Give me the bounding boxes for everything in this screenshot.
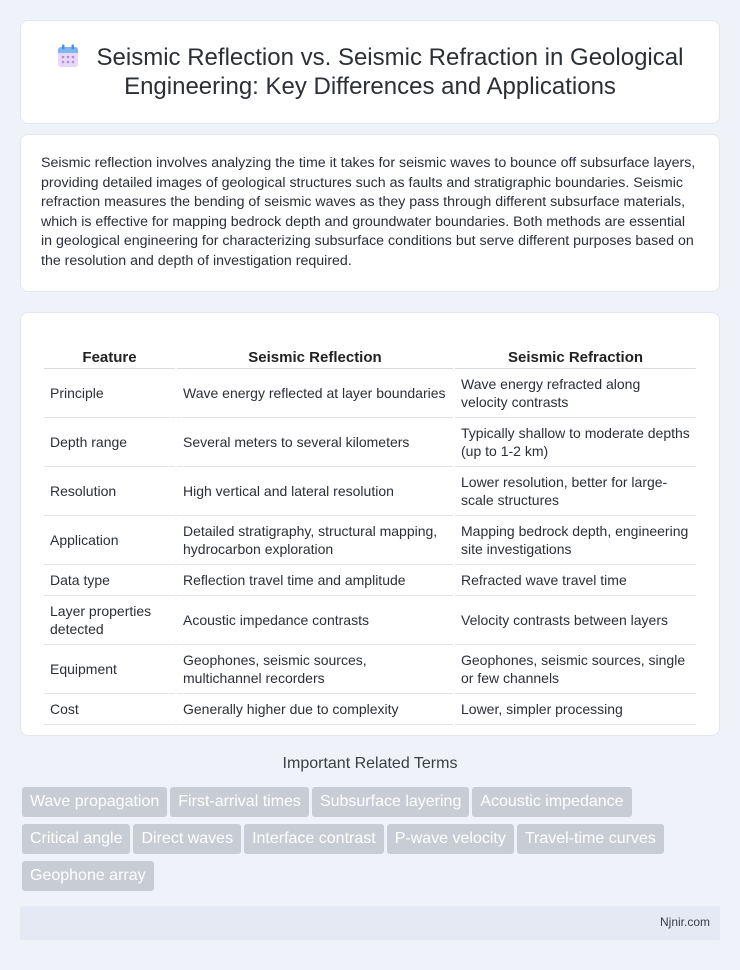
- feature-cell: Data type: [44, 565, 175, 596]
- feature-cell: Cost: [44, 694, 175, 725]
- reflection-cell: Geophones, seismic sources, multichannel recorders: [177, 645, 453, 694]
- table-row: [44, 418, 696, 467]
- tag-direct-waves[interactable]: Direct waves: [133, 824, 241, 854]
- tag-wave-propagation[interactable]: Wave propagation: [22, 787, 167, 817]
- comparison-table: [42, 333, 698, 725]
- table-row: [44, 516, 696, 565]
- feature-cell: Application: [44, 516, 175, 565]
- footer: [20, 906, 720, 940]
- comparison-table-card: [20, 312, 720, 736]
- header-reflection: Seismic Reflection: [177, 333, 453, 369]
- reflection-cell: Reflection travel time and amplitude: [177, 565, 453, 596]
- calendar-icon: [57, 44, 79, 68]
- title-card: [20, 20, 720, 124]
- page-title: [21, 43, 719, 101]
- feature-cell: Layer properties detected: [44, 596, 175, 645]
- tag-travel-time-curves[interactable]: Travel-time curves: [517, 824, 664, 854]
- refraction-cell: Refracted wave travel time: [455, 565, 696, 596]
- table-row: [44, 596, 696, 645]
- header-refraction: Seismic Refraction: [455, 333, 696, 369]
- title-text: Seismic Reflection vs. Seismic Refraction in Geological Engineering: Key Differences and Applications: [96, 44, 684, 100]
- table-header-row: [44, 333, 696, 369]
- refraction-cell: Wave energy refracted along velocity contrasts: [455, 369, 696, 418]
- feature-cell: Depth range: [44, 418, 175, 467]
- intro-card: [20, 134, 720, 292]
- intro-paragraph: Seismic reflection involves analyzing the time it takes for seismic waves to bounce off subsurface layers, providing detailed images of geological structures such as faults and stratigraphic boundaries. Seismic refraction measures the bending of seismic waves as they pass through different subsurface materials, which is effective for mapping bedrock depth and groundwater boundaries. Both methods are essential in geological engineering for characterizing subsurface conditions but serve different purposes based on the resolution and depth of investigation required.: [41, 155, 696, 269]
- related-terms-list: [22, 787, 722, 898]
- related-terms-heading: Important Related Terms: [282, 755, 458, 772]
- table-row: [44, 369, 696, 418]
- feature-cell: Resolution: [44, 467, 175, 516]
- table-row: [44, 694, 696, 725]
- tag-p-wave-velocity[interactable]: P-wave velocity: [387, 824, 514, 854]
- reflection-cell: Wave energy reflected at layer boundaries: [177, 369, 453, 418]
- tag-acoustic-impedance[interactable]: Acoustic impedance: [472, 787, 631, 817]
- refraction-cell: Mapping bedrock depth, engineering site investigations: [455, 516, 696, 565]
- reflection-cell: Acoustic impedance contrasts: [177, 596, 453, 645]
- reflection-cell: High vertical and lateral resolution: [177, 467, 453, 516]
- refraction-cell: Lower resolution, better for large-scale structures: [455, 467, 696, 516]
- refraction-cell: Lower, simpler processing: [455, 694, 696, 725]
- tag-first-arrival-times[interactable]: First-arrival times: [170, 787, 309, 817]
- tag-critical-angle[interactable]: Critical angle: [22, 824, 130, 854]
- refraction-cell: Geophones, seismic sources, single or few channels: [455, 645, 696, 694]
- reflection-cell: Detailed stratigraphy, structural mapping, hydrocarbon exploration: [177, 516, 453, 565]
- feature-cell: Equipment: [44, 645, 175, 694]
- refraction-cell: Velocity contrasts between layers: [455, 596, 696, 645]
- tag-interface-contrast[interactable]: Interface contrast: [244, 824, 384, 854]
- feature-cell: Principle: [44, 369, 175, 418]
- reflection-cell: Generally higher due to complexity: [177, 694, 453, 725]
- table-row: [44, 645, 696, 694]
- reflection-cell: Several meters to several kilometers: [177, 418, 453, 467]
- header-feature: Feature: [44, 333, 175, 369]
- tag-subsurface-layering[interactable]: Subsurface layering: [312, 787, 469, 817]
- table-row: [44, 565, 696, 596]
- footer-site[interactable]: Njnir.com: [659, 915, 710, 929]
- refraction-cell: Typically shallow to moderate depths (up to 1-2 km): [455, 418, 696, 467]
- tag-geophone-array[interactable]: Geophone array: [22, 861, 154, 891]
- table-row: [44, 467, 696, 516]
